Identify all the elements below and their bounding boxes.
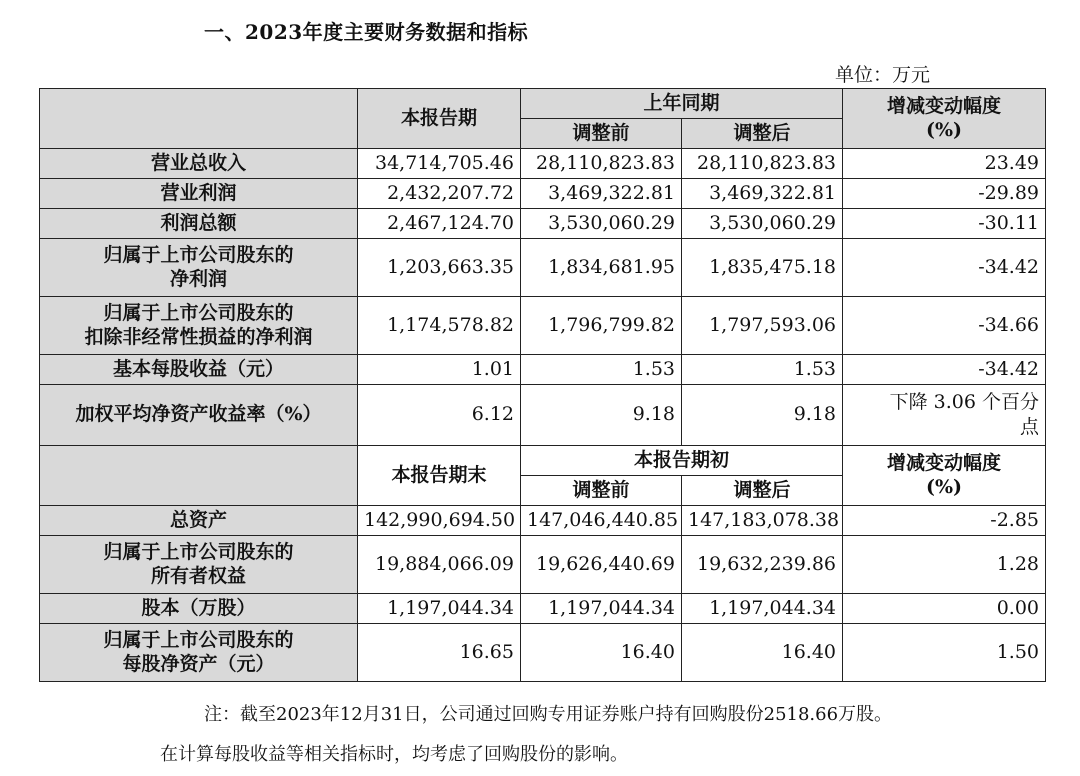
cell-before: 9.18 — [521, 385, 682, 446]
cell-change: -34.42 — [843, 355, 1046, 385]
header-blank-cell — [40, 89, 358, 149]
row-label-line2: 所有者权益 — [150, 564, 246, 587]
section-heading: 一、2023年度主要财务数据和指标 — [204, 20, 529, 44]
table-header-row — [40, 446, 1046, 476]
header-before-adjust: 调整前 — [521, 119, 682, 149]
header-current-period: 本报告期 — [358, 89, 521, 149]
header-before-adjust: 调整前 — [521, 476, 682, 506]
cell-change: 0.00 — [843, 594, 1046, 624]
header-prior-period: 上年同期 — [521, 89, 843, 119]
header-change-line2: (%) — [925, 475, 963, 498]
cell-current: 1,203,663.35 — [358, 239, 521, 297]
row-label: 股本（万股） — [40, 594, 358, 624]
row-label-line2: 扣除非经常性损益的净利润 — [84, 325, 313, 348]
table-row — [40, 385, 1046, 446]
cell-before: 19,626,440.69 — [521, 536, 682, 594]
cell-after: 19,632,239.86 — [682, 536, 843, 594]
row-label-line1: 归属于上市公司股东的 — [103, 628, 294, 651]
row-label-line1: 归属于上市公司股东的 — [103, 540, 294, 563]
header-change-line1: 增减变动幅度 — [887, 94, 1002, 117]
cell-after: 28,110,823.83 — [682, 149, 843, 179]
row-label: 基本每股收益（元） — [40, 355, 358, 385]
cell-after: 1,835,475.18 — [682, 239, 843, 297]
header-blank-cell — [40, 446, 358, 506]
row-label — [40, 239, 358, 297]
row-label: 加权平均净资产收益率（%） — [40, 385, 358, 446]
cell-current: 6.12 — [358, 385, 521, 446]
cell-change: 1.28 — [843, 536, 1046, 594]
table-row — [40, 536, 1046, 594]
table-row — [40, 506, 1046, 536]
row-label-line1: 归属于上市公司股东的 — [103, 301, 294, 324]
footnote-eps-note: 在计算每股收益等相关指标时，均考虑了回购股份的影响。 — [160, 744, 628, 765]
cell-after: 16.40 — [682, 624, 843, 682]
header-after-adjust: 调整后 — [682, 476, 843, 506]
table-header-row — [40, 89, 1046, 119]
row-label: 利润总额 — [40, 209, 358, 239]
change-note-line1: 下降 3.06 个百分 — [889, 391, 1040, 414]
cell-before: 28,110,823.83 — [521, 149, 682, 179]
unit-label: 单位：万元 — [834, 64, 930, 86]
cell-before: 1.53 — [521, 355, 682, 385]
header-change-rate — [843, 89, 1046, 149]
header-change-rate — [843, 446, 1046, 506]
header-change-line2: (%) — [925, 118, 963, 141]
cell-before: 147,046,440.85 — [521, 506, 682, 536]
footnote-repurchase: 注：截至2023年12月31日，公司通过回购专用证券账户持有回购股份2518.66万股。 — [204, 704, 893, 725]
cell-after: 9.18 — [682, 385, 843, 446]
cell-before: 16.40 — [521, 624, 682, 682]
cell-after: 1,797,593.06 — [682, 297, 843, 355]
cell-after: 1.53 — [682, 355, 843, 385]
cell-after: 147,183,078.38 — [682, 506, 843, 536]
cell-current: 2,467,124.70 — [358, 209, 521, 239]
cell-change: -2.85 — [843, 506, 1046, 536]
cell-before: 3,530,060.29 — [521, 209, 682, 239]
cell-current: 1,174,578.82 — [358, 297, 521, 355]
header-after-adjust: 调整后 — [682, 119, 843, 149]
cell-change: 23.49 — [843, 149, 1046, 179]
cell-current: 1,197,044.34 — [358, 594, 521, 624]
cell-current: 142,990,694.50 — [358, 506, 521, 536]
cell-change: -34.66 — [843, 297, 1046, 355]
cell-current: 16.65 — [358, 624, 521, 682]
cell-after: 3,530,060.29 — [682, 209, 843, 239]
cell-after: 1,197,044.34 — [682, 594, 843, 624]
cell-current: 34,714,705.46 — [358, 149, 521, 179]
header-period-begin: 本报告期初 — [521, 446, 843, 476]
financial-data-table — [39, 88, 1046, 682]
cell-after: 3,469,322.81 — [682, 179, 843, 209]
cell-before: 1,796,799.82 — [521, 297, 682, 355]
table-row — [40, 624, 1046, 682]
table-row — [40, 179, 1046, 209]
cell-change — [843, 385, 1046, 446]
cell-before: 1,834,681.95 — [521, 239, 682, 297]
table-row — [40, 149, 1046, 179]
row-label: 营业利润 — [40, 179, 358, 209]
row-label — [40, 624, 358, 682]
header-change-line1: 增减变动幅度 — [887, 451, 1002, 474]
cell-before: 1,197,044.34 — [521, 594, 682, 624]
cell-current: 2,432,207.72 — [358, 179, 521, 209]
table-row — [40, 239, 1046, 297]
cell-change: -30.11 — [843, 209, 1046, 239]
table-row — [40, 594, 1046, 624]
change-note-line2: 点 — [1020, 416, 1040, 438]
row-label: 营业总收入 — [40, 149, 358, 179]
cell-before: 3,469,322.81 — [521, 179, 682, 209]
cell-current: 19,884,066.09 — [358, 536, 521, 594]
cell-change: -34.42 — [843, 239, 1046, 297]
table-row — [40, 297, 1046, 355]
table-row — [40, 355, 1046, 385]
cell-change: -29.89 — [843, 179, 1046, 209]
row-label-line1: 归属于上市公司股东的 — [103, 243, 294, 266]
row-label-line2: 净利润 — [169, 267, 227, 290]
row-label: 总资产 — [40, 506, 358, 536]
row-label-line2: 每股净资产（元） — [122, 652, 275, 675]
row-label — [40, 297, 358, 355]
header-period-end: 本报告期末 — [358, 446, 521, 506]
cell-current: 1.01 — [358, 355, 521, 385]
cell-change: 1.50 — [843, 624, 1046, 682]
table-row — [40, 209, 1046, 239]
row-label — [40, 536, 358, 594]
